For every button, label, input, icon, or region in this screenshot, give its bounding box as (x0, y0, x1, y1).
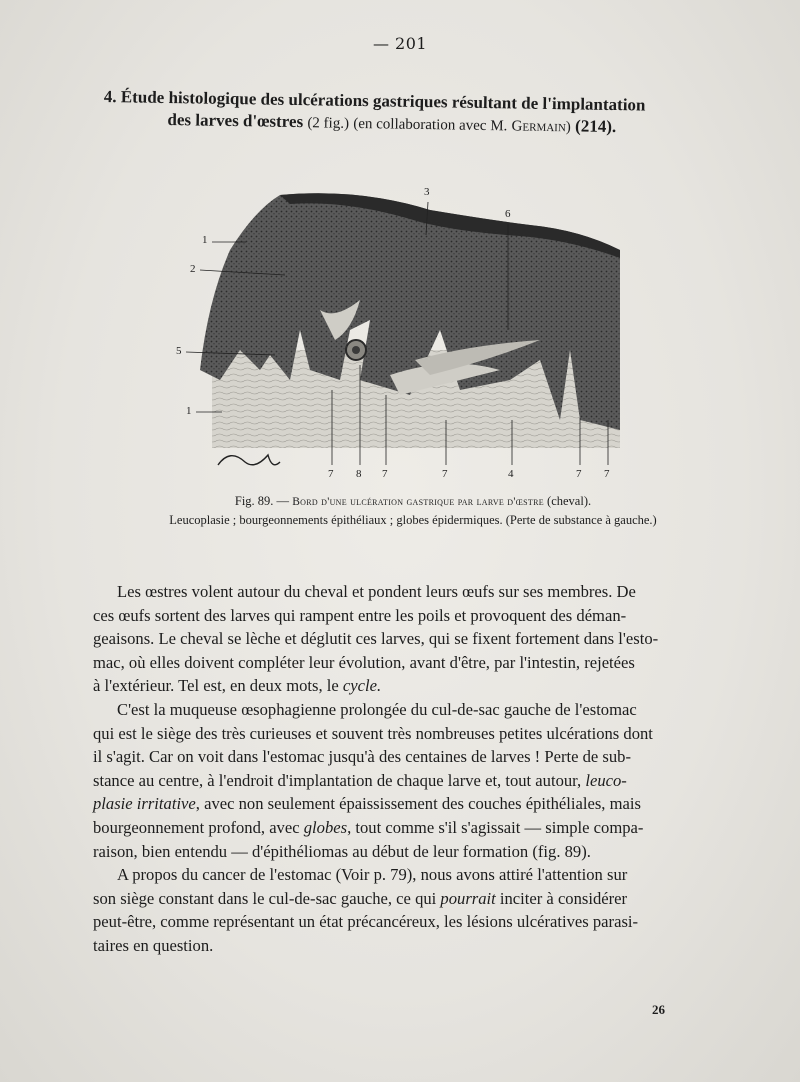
heading-collab-close: ) (565, 119, 571, 136)
p2-line: C'est la muqueuse œsophagienne prolongée du cul-de-sac gauche de l'estomac (117, 699, 637, 719)
paragraph-2 (93, 698, 725, 863)
p2-line: raison, bien entendu — d'épithéliomas au début de leur formation (fig. 89). (93, 841, 591, 861)
signature-mark: 26 (652, 1002, 665, 1017)
caption-title-plain: (cheval). (547, 494, 592, 508)
heading-number: 4. (103, 86, 117, 107)
caption-title: Bord d'une ulcération gastrique par larve d'œstre (292, 496, 544, 508)
histology-figure (160, 180, 640, 490)
p2-line: , tout comme s'il s'agissait — simple compa- (347, 817, 644, 837)
p2-line: bourgeonnement profond, avec (93, 817, 304, 837)
heading-collab-name: Germain (511, 118, 566, 136)
heading-reference: (214). (574, 116, 617, 137)
heading-fig-note: (2 fig.) (307, 115, 350, 132)
heading-title-line2: des larves d'œstres (167, 110, 304, 132)
callout-8: 8 (356, 468, 362, 480)
caption-fig-label: Fig. 89. — (234, 494, 290, 508)
callout-7-d: 7 (576, 468, 582, 480)
p1-last: à l'extérieur. Tel est, en deux mots, le (93, 676, 343, 696)
p3-line: inciter à considérer (495, 888, 628, 908)
p1-cycle: cycle. (342, 676, 382, 696)
callout-2: 2 (190, 263, 196, 275)
callout-7-e: 7 (604, 468, 610, 480)
paragraph-1 (93, 580, 725, 698)
caption-line2: Leucoplasie ; bourgeonnements épithéliaux ; globes épidermiques. (Perte de substance à gauche.) (169, 513, 657, 527)
p1-line: mac, où elles doivent compléter leur évolution, avant d'être, par l'intestin, rejetées (93, 652, 635, 672)
p2-line: il s'agit. Car on voit dans l'estomac jusqu'à des centaines de larves ! Perte de sub- (93, 747, 631, 767)
figure-caption (108, 492, 718, 529)
p3-line: taires en question. (93, 935, 214, 955)
paragraph-3 (93, 863, 725, 957)
section-heading (103, 86, 744, 141)
heading-title-line1: Étude histologique des ulcérations gastriques résultant de l'implantation (120, 87, 646, 115)
callout-7-a: 7 (328, 468, 334, 480)
p3-line: son siège constant dans le cul-de-sac gauche, ce qui (93, 888, 441, 908)
p3-em: pourrait (440, 888, 496, 908)
callout-3: 3 (424, 186, 430, 198)
p2-em: globes (303, 817, 348, 837)
histology-illustration (160, 180, 640, 490)
callout-7-b: 7 (382, 468, 388, 480)
p3-line: peut-être, comme représentant un état précancéreux, les lésions ulcératives parasi- (93, 912, 639, 932)
body-text (93, 580, 725, 958)
callout-4: 4 (508, 468, 514, 480)
p2-em: leuco- (585, 770, 627, 790)
callout-1-top: 1 (202, 234, 208, 246)
heading-collab: (en collaboration avec M. (353, 115, 508, 135)
callout-5: 5 (176, 345, 182, 357)
p1-line: geaisons. Le cheval se lèche et déglutit ces larves, qui se fixent fortement dans l'esto- (93, 629, 659, 649)
callout-1-bottom: 1 (186, 405, 192, 417)
p1-line: Les œstres volent autour du cheval et pondent leurs œufs sur ses membres. De (117, 582, 636, 601)
page-number: — 201 (372, 34, 428, 53)
p1-line: ces œufs sortent des larves qui rampent entre les poils et provoquent des déman- (93, 605, 627, 625)
p2-line: stance au centre, à l'endroit d'implantation de chaque larve et, tout autour, (93, 770, 586, 790)
p3-line: A propos du cancer de l'estomac (Voir p. 79), nous avons attiré l'attention sur (117, 865, 628, 885)
p2-em: plasie irritative (93, 794, 196, 814)
p2-line: , avec non seulement épaississement des couches épithéliales, mais (195, 794, 641, 814)
p2-line: qui est le siège des très curieuses et souvent très nombreuses petites ulcérations dont (93, 723, 653, 743)
callout-6: 6 (505, 208, 511, 220)
callout-7-c: 7 (442, 468, 448, 480)
